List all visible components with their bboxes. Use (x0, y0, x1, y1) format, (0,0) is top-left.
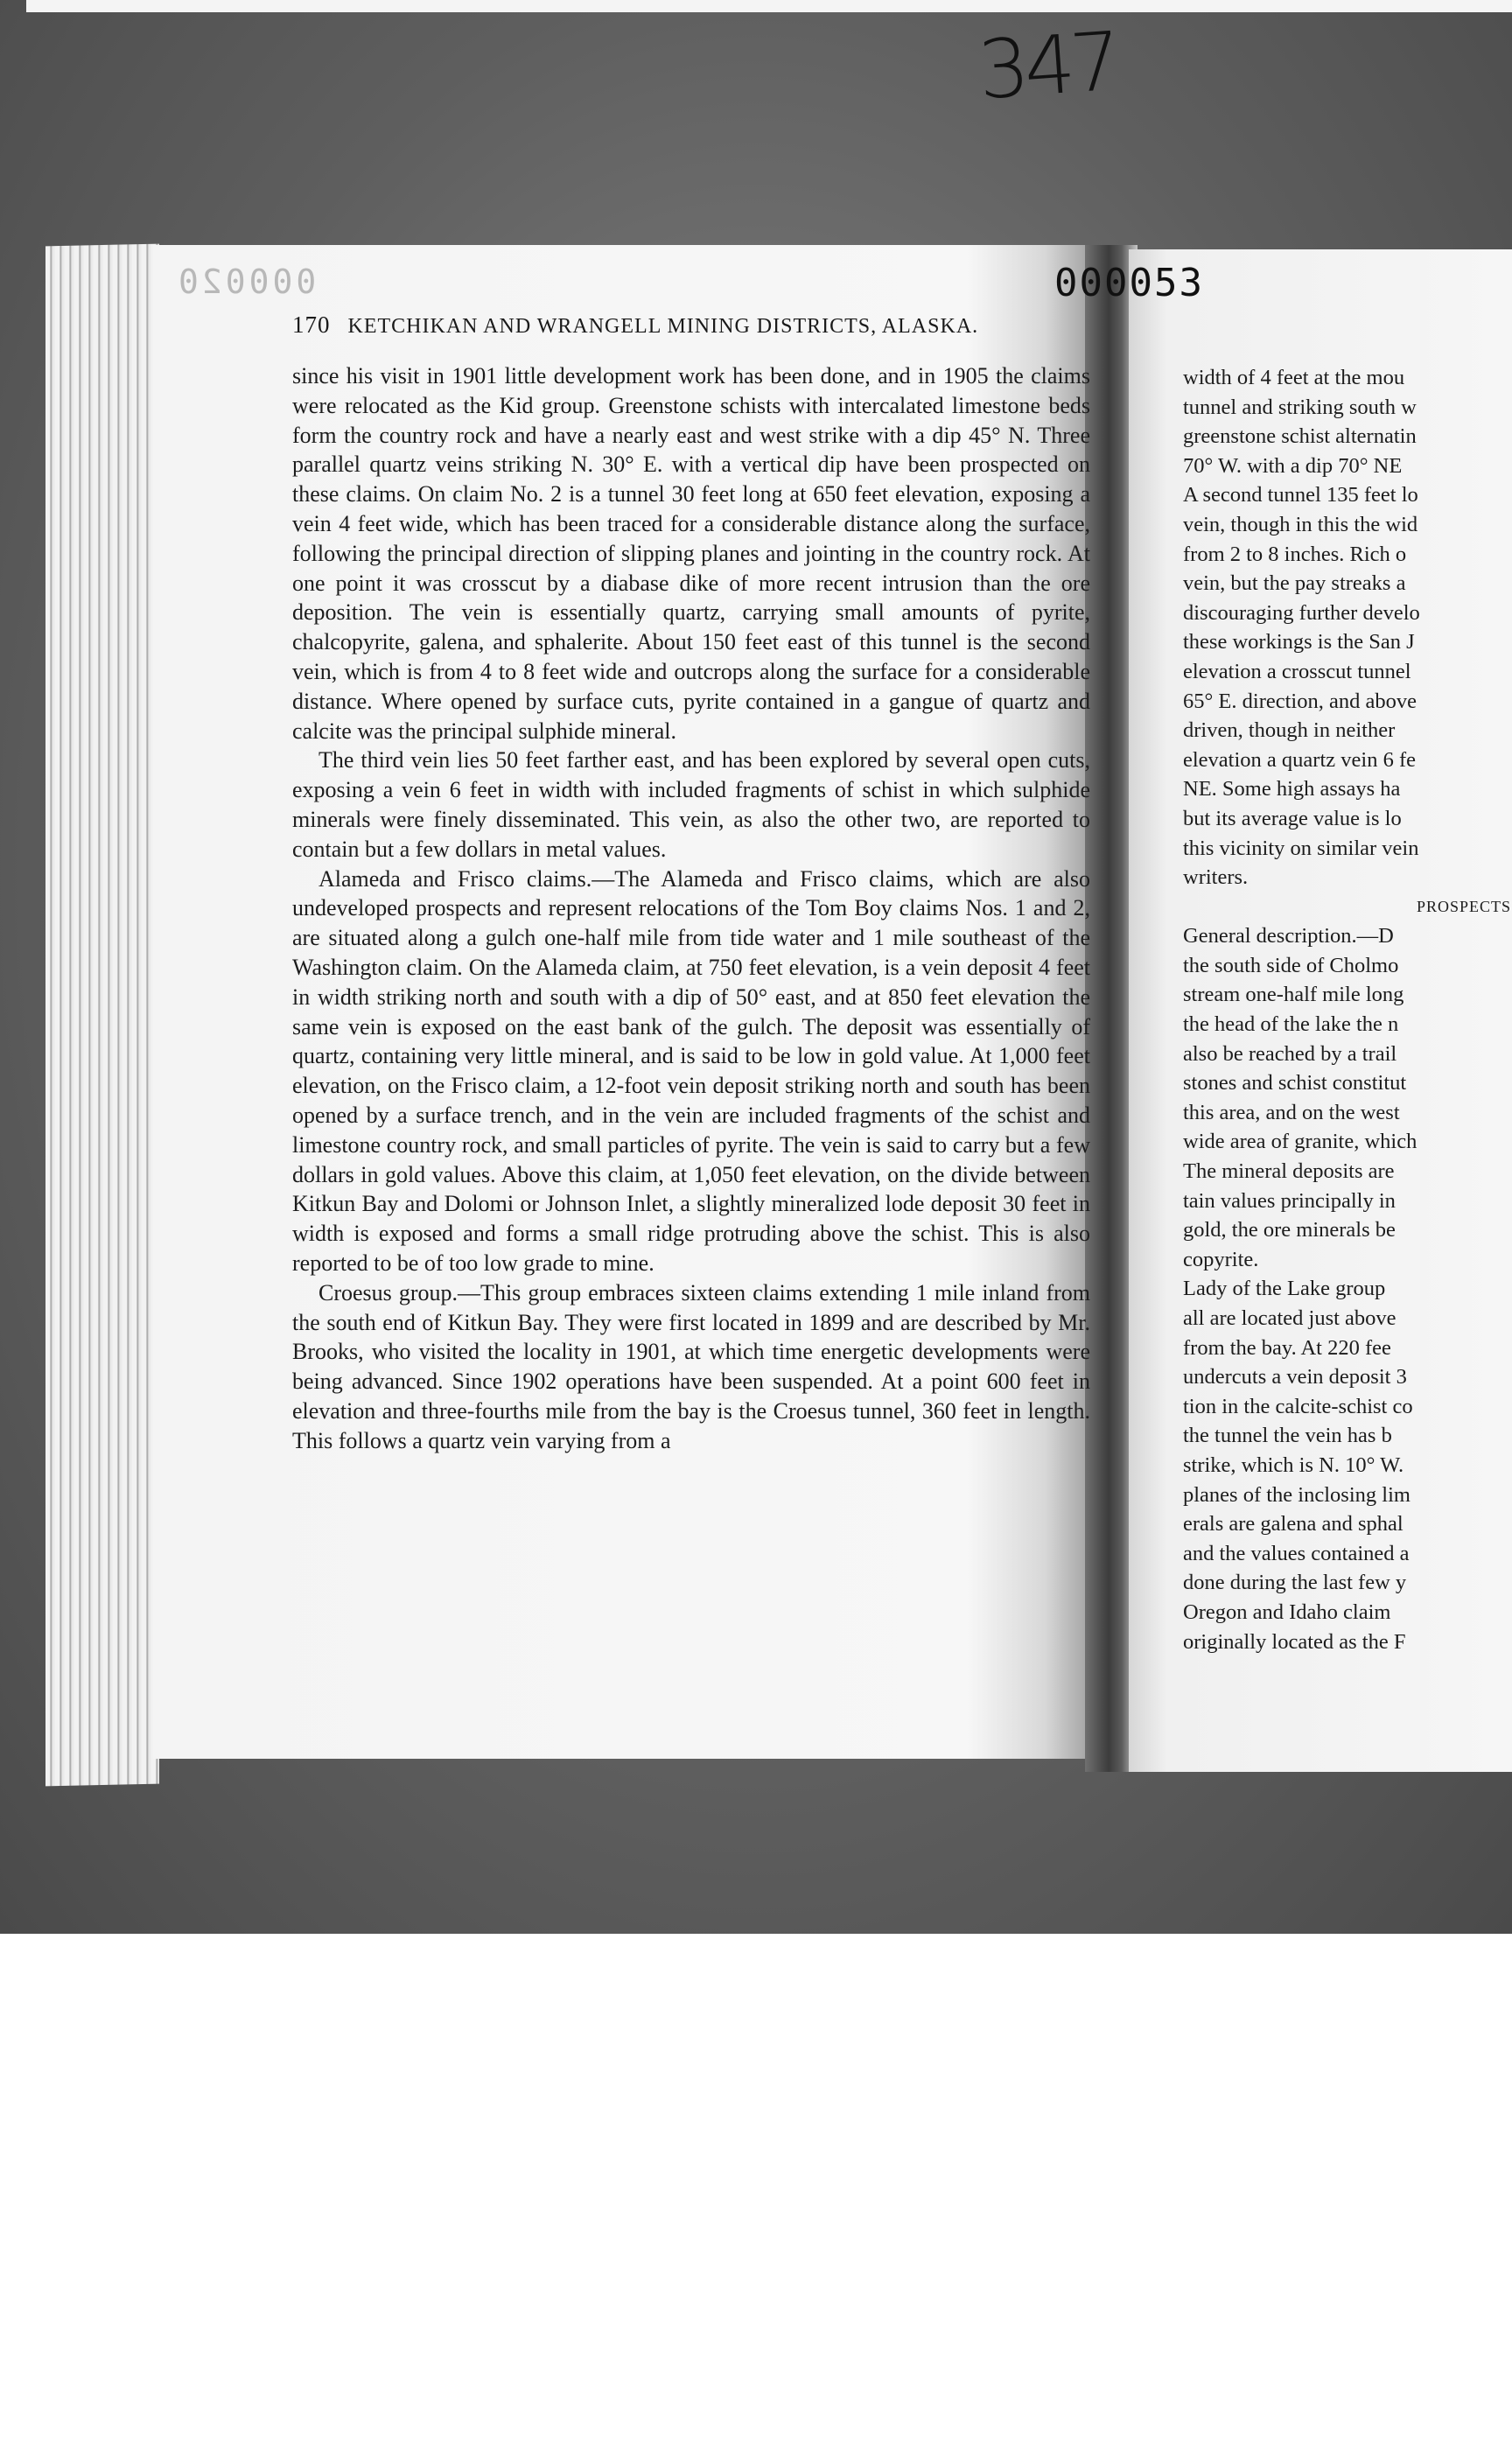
right-page-line: discouraging further develo (1183, 600, 1420, 625)
right-page-line: this area, and on the west (1183, 1100, 1400, 1124)
right-page-line: but its average value is lo (1183, 806, 1402, 830)
right-page-line: done during the last few y (1183, 1571, 1407, 1595)
right-page-line: The mineral deposits are (1183, 1159, 1395, 1184)
right-page-line: writers. (1183, 865, 1249, 890)
section-heading: PROSPECTS (1416, 897, 1511, 915)
faded-bates-stamp: 000020 (175, 262, 317, 301)
right-page-line: the tunnel the vein has b (1183, 1424, 1392, 1448)
right-page-line: tion in the calcite-schist co (1183, 1394, 1413, 1418)
handwritten-page-number: 347 (975, 14, 1120, 118)
right-page-line: erals are galena and sphal (1183, 1512, 1404, 1536)
right-page-line: also be reached by a trail (1183, 1041, 1397, 1066)
bates-stamp-number: 000053 (1054, 261, 1204, 305)
right-page-line: originally located as the F (1183, 1629, 1406, 1654)
right-page-line: elevation a crosscut tunnel (1183, 659, 1411, 683)
right-page-line: from the bay. At 220 fee (1183, 1335, 1391, 1360)
right-page-line: gold, the ore minerals be (1183, 1218, 1396, 1242)
right-page-line: these workings is the San J (1183, 630, 1415, 654)
right-page-line: NE. Some high assays ha (1183, 777, 1401, 802)
right-page-line: 65° E. direction, and above (1183, 689, 1417, 713)
right-page-line: elevation a quartz vein 6 fe (1183, 747, 1416, 772)
right-page-text (1183, 363, 1512, 1656)
right-page-line: Lady of the Lake group (1183, 1277, 1386, 1301)
right-page-line: all are located just above (1183, 1306, 1396, 1330)
right-page-line: tunnel and striking south w (1183, 395, 1417, 419)
page-number: 170 (292, 312, 331, 338)
paragraph-alameda-frisco: Alameda and Frisco claims.—The Alameda and Frisco claims, which are also undeveloped prospects and represent relocations of the Tom Boy claims Nos. 1 and 2, are situated along a gulch one-half mile from tide water and 1 mile southeast of the Washington claim. On the Alameda claim, at 750 feet elevation, is a vein deposit 4 feet in width striking north and south with a dip of 50° east, and at 850 feet elevation the same vein is exposed on the east bank of the gulch. The deposit was essentially of quartz, containing very little mineral, and is said to be low in gold value. At 1,000 feet elevation, on the Frisco claim, a 12-foot vein deposit striking north and south has been opened by a surface trench, and in the vein are included fragments of the schist and limestone country rock, and small particles of pyrite. The vein is said to carry but a few dollars in gold values. Above this claim, at 1,050 feet elevation, on the divide between Kitkun Bay and Dolomi or Johnson Inlet, a slightly mineralized lode deposit 30 feet in width is exposed and forms a small ridge protruding above the schist. This is also reported to be of too low grade to mine. (292, 865, 1090, 1276)
right-page-line: from 2 to 8 inches. Rich o (1183, 542, 1407, 566)
paragraph-croesus-group: Croesus group.—This group embraces sixteen claims extending 1 mile inland from the south end of Kitkun Bay. They were first located in 1899 and are described by Mr. Brooks, who visited the locality in 1901, at which time energetic developments were being advanced. Since 1902 operations have been suspended. At a point 600 feet in elevation and three-fourths mile from the bay is the Croesus tunnel, 360 feet in length. This follows a quartz vein varying from a (292, 1279, 1090, 1453)
right-page-line: vein, though in this the wid (1183, 512, 1418, 536)
scan-top-edge (26, 0, 1512, 12)
running-header (292, 312, 1080, 339)
header-title: KETCHIKAN AND WRANGELL MINING DISTRICTS, ALASKA. (347, 315, 979, 338)
right-page-line: General description.—D (1183, 924, 1394, 948)
right-page-line: copyrite. (1183, 1247, 1259, 1271)
paragraph-kid-group: since his visit in 1901 little development work has been done, and in 1905 the claims were relocated as the Kid group. Greenstone schists with intercalated limestone beds form the country rock and have a nearly east and west strike with a dip 45° N. Three parallel quartz veins striking N. 30° E. with a vertical dip have been prospected on these claims. On claim No. 2 is a tunnel 30 feet long at 650 feet elevation, exposing a vein 4 feet wide, which has been traced for a considerable distance along the surface, following the principal direction of slipping planes and jointing in the country rock. At one point it was crosscut by a diabase dike of more recent intrusion than the ore deposition. The vein is essentially quartz, carrying small amounts of pyrite, chalcopyrite, galena, and sphalerite. About 150 feet east of this tunnel is the second vein, which is from 4 to 8 feet wide and outcrops along the surface for a considerable distance. Where opened by surface cuts, pyrite contained in a gangue of quartz and calcite was the principal sulphide mineral. (292, 363, 1090, 744)
right-page-line: this vicinity on similar vein (1183, 836, 1419, 860)
right-page-line: tain values principally in (1183, 1188, 1396, 1213)
left-page-body (292, 361, 1090, 1455)
right-page-line: the head of the lake the n (1183, 1012, 1399, 1037)
right-page-line: driven, though in neither (1183, 718, 1396, 743)
right-page-line: vein, but the pay streaks a (1183, 571, 1406, 596)
right-page-line: stream one-half mile long (1183, 983, 1404, 1007)
right-book-page (1129, 249, 1512, 1772)
paragraph-third-vein: The third vein lies 50 feet farther east, and has been explored by several open cuts, exposing a vein 6 feet in width with included fragments of schist in which sulphide minerals were finely disseminated. This vein, as also the other two, are reported to contain but a few dollars in metal values. (292, 747, 1090, 862)
right-page-line: strike, which is N. 10° W. (1183, 1452, 1404, 1477)
right-page-line: undercuts a vein deposit 3 (1183, 1365, 1407, 1390)
right-page-line: wide area of granite, which (1183, 1130, 1418, 1154)
right-page-line: 70° W. with a dip 70° NE (1183, 453, 1403, 478)
right-page-line: A second tunnel 135 feet lo (1183, 483, 1418, 508)
right-page-line: and the values contained a (1183, 1541, 1410, 1565)
right-page-line: width of 4 feet at the mou (1183, 366, 1405, 389)
right-page-line: stones and schist constitut (1183, 1071, 1407, 1096)
right-page-line: Oregon and Idaho claim (1183, 1600, 1391, 1624)
book-page-edges (46, 244, 159, 1787)
right-page-line: the south side of Cholmo (1183, 953, 1399, 977)
right-page-line: greenstone schist alternatin (1183, 424, 1417, 449)
right-page-line: planes of the inclosing lim (1183, 1482, 1410, 1507)
